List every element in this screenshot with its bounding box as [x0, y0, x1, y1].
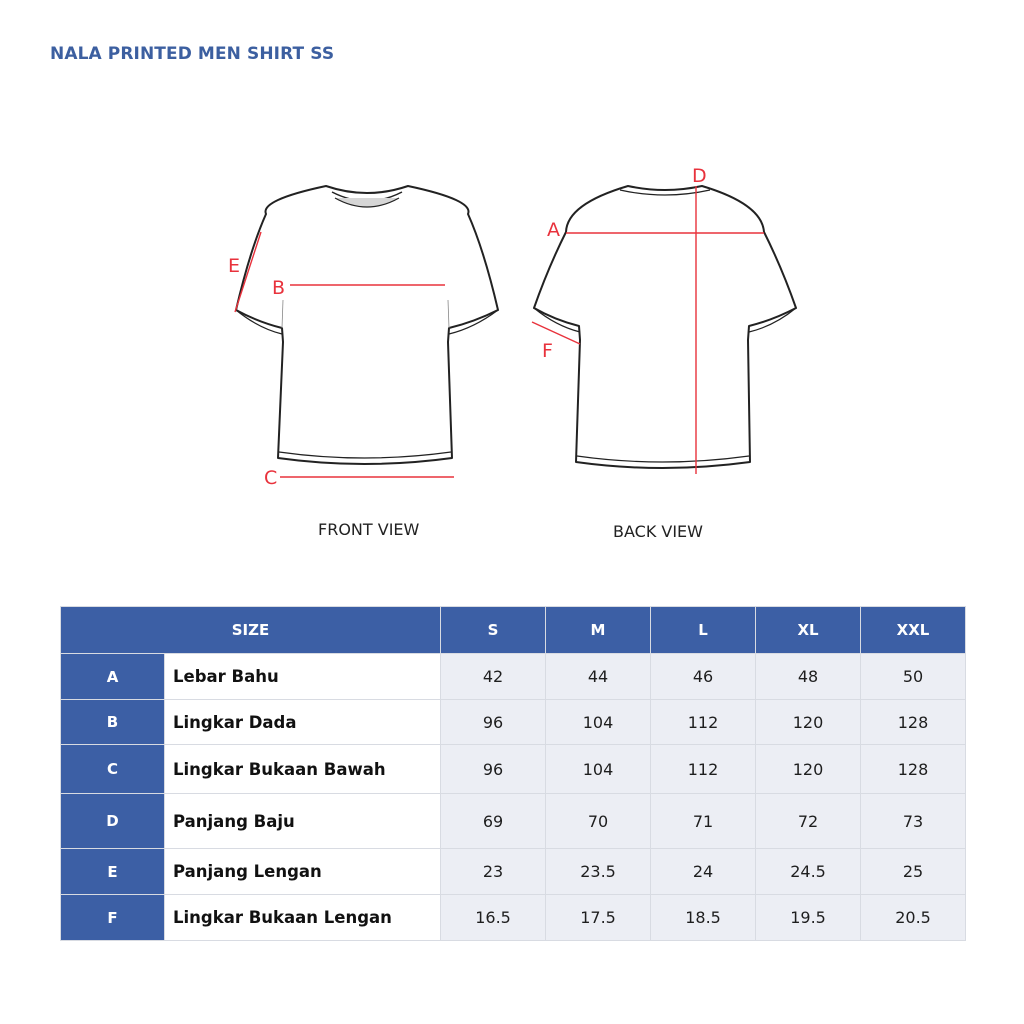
cell-value: 70 [546, 794, 651, 849]
measure-label-f: F [542, 340, 553, 362]
cell-value: 120 [756, 745, 861, 794]
row-name: Lingkar Dada [165, 700, 441, 745]
cell-value: 24 [651, 849, 756, 895]
cell-value: 69 [441, 794, 546, 849]
size-chart-table [60, 606, 966, 941]
header-size-l: L [651, 607, 756, 654]
cell-value: 112 [651, 700, 756, 745]
header-size-xxl: XXL [861, 607, 966, 654]
cell-value: 46 [651, 654, 756, 700]
back-shirt-drawing [534, 186, 796, 468]
cell-value: 72 [756, 794, 861, 849]
row-name: Lingkar Bukaan Bawah [165, 745, 441, 794]
row-name: Lingkar Bukaan Lengan [165, 895, 441, 941]
cell-value: 23.5 [546, 849, 651, 895]
cell-value: 112 [651, 745, 756, 794]
measure-label-e: E [228, 255, 241, 277]
cell-value: 96 [441, 700, 546, 745]
cell-value: 104 [546, 700, 651, 745]
row-code: A [61, 654, 165, 700]
cell-value: 18.5 [651, 895, 756, 941]
table-row [61, 794, 966, 849]
cell-value: 24.5 [756, 849, 861, 895]
row-code: D [61, 794, 165, 849]
header-size-m: M [546, 607, 651, 654]
header-size-xl: XL [756, 607, 861, 654]
cell-value: 104 [546, 745, 651, 794]
table-row [61, 654, 966, 700]
cell-value: 20.5 [861, 895, 966, 941]
cell-value: 96 [441, 745, 546, 794]
cell-value: 128 [861, 745, 966, 794]
measure-label-a: A [547, 219, 560, 241]
cell-value: 16.5 [441, 895, 546, 941]
cell-value: 42 [441, 654, 546, 700]
table-header-row [61, 607, 966, 654]
measure-label-c: C [264, 467, 278, 489]
row-name: Panjang Baju [165, 794, 441, 849]
table-row [61, 895, 966, 941]
front-shirt-drawing [236, 186, 498, 464]
measure-label-d: D [692, 165, 707, 187]
header-size: SIZE [61, 607, 441, 654]
cell-value: 73 [861, 794, 966, 849]
table-row [61, 745, 966, 794]
cell-value: 50 [861, 654, 966, 700]
row-code: F [61, 895, 165, 941]
cell-value: 44 [546, 654, 651, 700]
cell-value: 120 [756, 700, 861, 745]
cell-value: 128 [861, 700, 966, 745]
measure-label-b: B [272, 277, 286, 299]
header-size-s: S [441, 607, 546, 654]
page-title: NALA PRINTED MEN SHIRT SS [50, 44, 335, 64]
back-view-label: BACK VIEW [613, 522, 703, 541]
cell-value: 17.5 [546, 895, 651, 941]
cell-value: 23 [441, 849, 546, 895]
table-row [61, 700, 966, 745]
row-name: Lebar Bahu [165, 654, 441, 700]
cell-value: 48 [756, 654, 861, 700]
table-row [61, 849, 966, 895]
cell-value: 71 [651, 794, 756, 849]
row-code: E [61, 849, 165, 895]
front-view-label: FRONT VIEW [318, 520, 420, 539]
row-name: Panjang Lengan [165, 849, 441, 895]
row-code: B [61, 700, 165, 745]
cell-value: 25 [861, 849, 966, 895]
cell-value: 19.5 [756, 895, 861, 941]
row-code: C [61, 745, 165, 794]
